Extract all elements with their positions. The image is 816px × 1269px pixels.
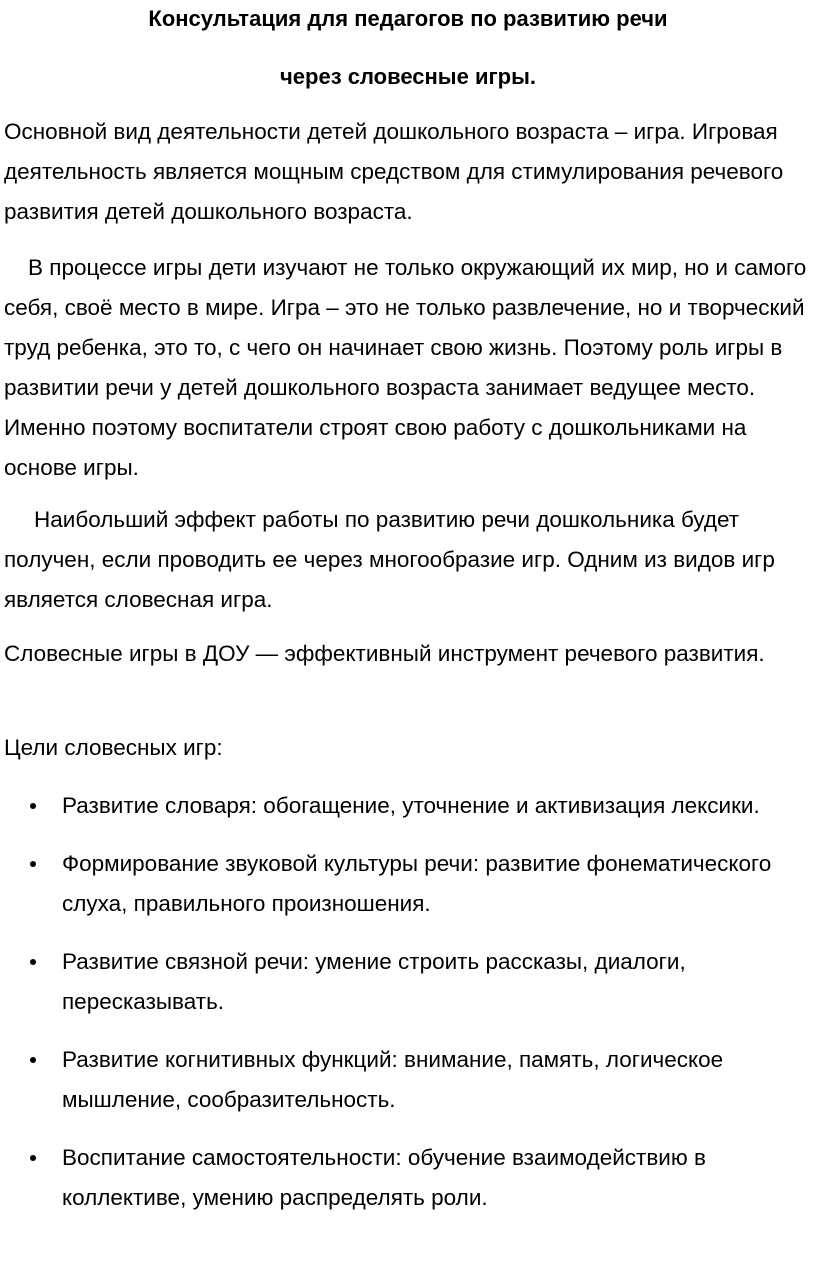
paragraph-intro: Основной вид деятельности детей дошкольного возраста – игра. Игровая деятельность является мощным средством для стимулирования речевого развития детей дошкольного возраста. [4,119,784,224]
list-item [0,1138,816,1218]
bullet-icon [30,1057,36,1063]
goal-text: Формирование звуковой культуры речи: развитие фонематического слуха, правильного произношения. [62,851,772,916]
goal-text: Развитие связной речи: умение строить рассказы, диалоги, пересказывать. [62,949,686,1014]
bullet-icon [30,1155,36,1161]
document-title-line-1: Консультация для педагогов по развитию речи [148,6,668,31]
list-item [0,786,816,826]
list-item [0,844,816,924]
bullet-icon [30,861,36,867]
document-title-line-2: через словесные игры. [280,64,536,89]
paragraph-game-process: В процессе игры дети изучают не только окружающий их мир, но и самого себя, своё место в мире. Игра – это не только развлечение, но и творческий труд ребенка, это то, с чего он начинает свою жизнь. Поэтому роль игры в развитии речи у детей дошкольного возраста занимает ведущее место. Именно поэтому воспитатели строят свою работу с дошкольниками на основе игры. [4,255,807,480]
paragraph-greatest-effect: Наибольший эффект работы по развитию речи дошкольника будет получен, если проводить ее через многообразие игр. Одним из видов игр является словесная игра. [4,507,775,612]
goal-text: Воспитание самостоятельности: обучение взаимодействию в коллективе, умению распределять роли. [62,1145,706,1210]
goals-list [0,786,816,1236]
list-item [0,1040,816,1120]
paragraph-goals-heading: Цели словесных игр: [4,735,223,760]
paragraph-word-games-dou: Словесные игры в ДОУ — эффективный инструмент речевого развития. [4,641,765,666]
bullet-icon [30,959,36,965]
list-item [0,942,816,1022]
bullet-icon [30,803,36,809]
goal-text: Развитие когнитивных функций: внимание, память, логическое мышление, сообразительность. [62,1047,724,1112]
goal-text: Развитие словаря: обогащение, уточнение и активизация лексики. [62,793,760,818]
